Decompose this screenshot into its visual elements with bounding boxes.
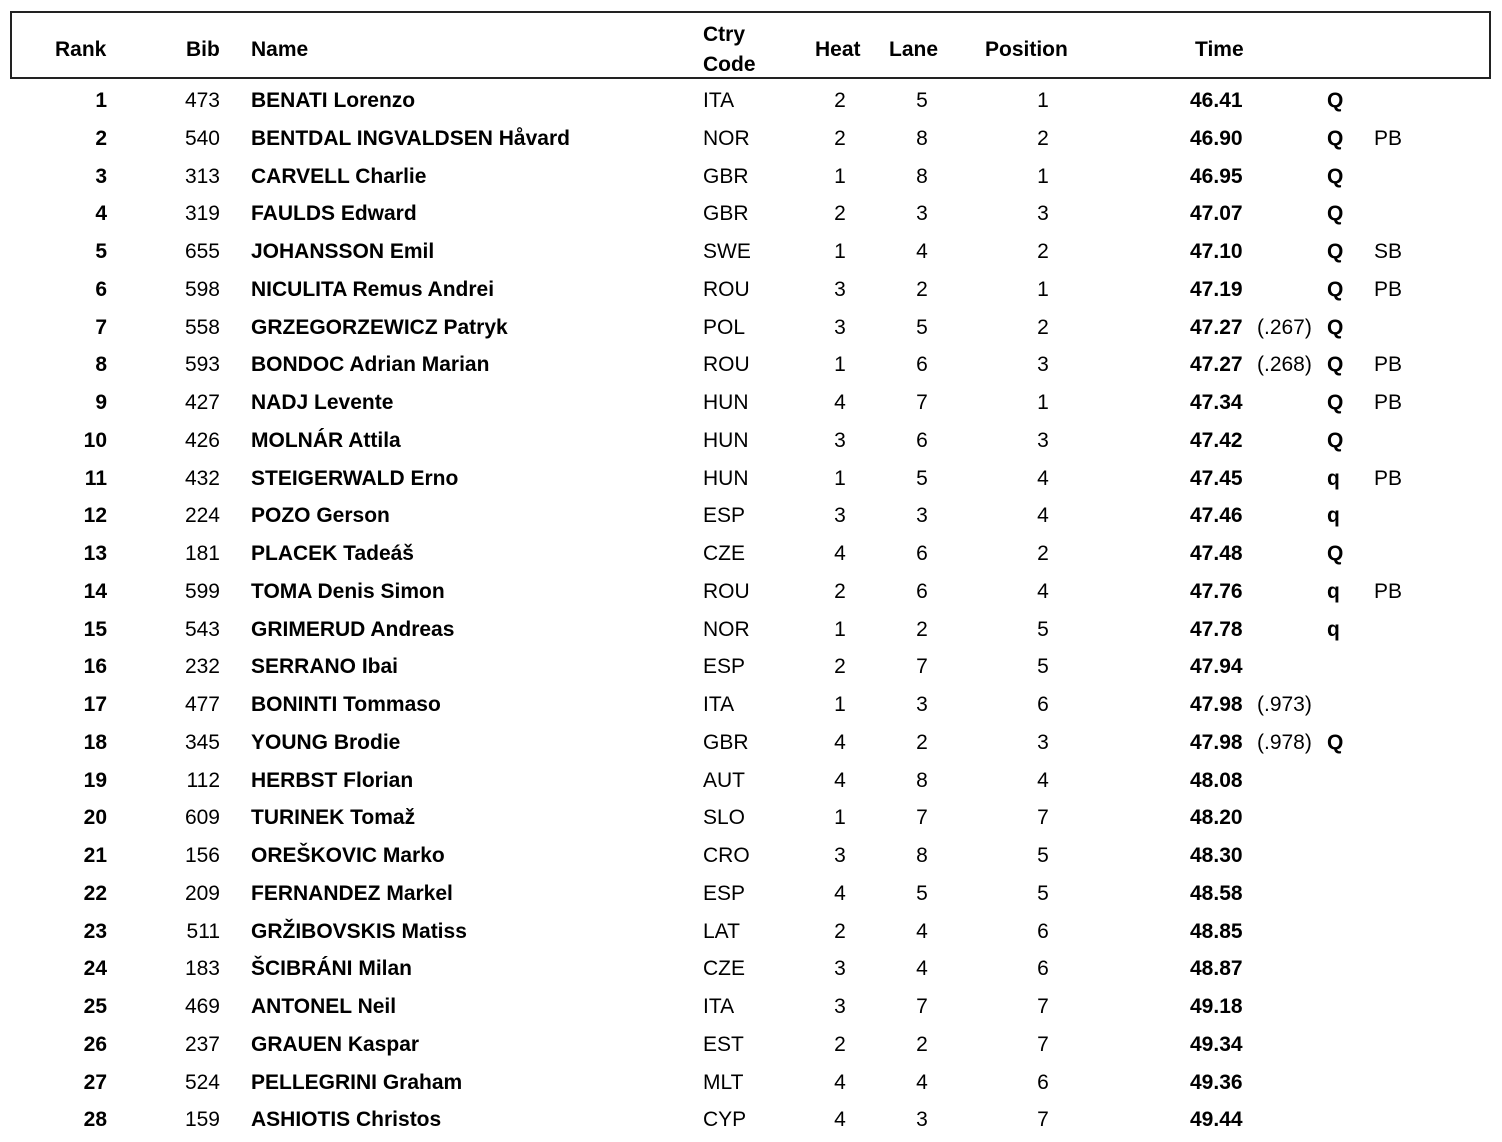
table-row — [0, 1101, 1502, 1139]
position-cell: 2 — [1037, 240, 1049, 263]
heat-cell: 2 — [834, 579, 846, 603]
athlete-name-cell: ŠCIBRÁNI Milan — [251, 957, 413, 981]
table-row — [0, 497, 1502, 535]
athlete-name-cell: BONINTI Tommaso — [251, 693, 441, 716]
time-cell: 47.94 — [1190, 655, 1243, 679]
time-cell: 47.46 — [1190, 504, 1243, 528]
rank-cell: 22 — [83, 881, 107, 905]
country-code-cell: MLT — [703, 1070, 744, 1094]
lane-cell: 7 — [916, 995, 928, 1018]
heat-cell: 3 — [834, 995, 846, 1018]
country-code-cell: SLO — [703, 806, 746, 830]
bib-cell: 232 — [184, 655, 220, 679]
country-code-cell: ITA — [703, 89, 735, 112]
heat-cell: 3 — [834, 315, 846, 339]
table-row — [0, 611, 1502, 649]
rank-cell: 24 — [83, 957, 107, 981]
qualification-cell: q — [1327, 579, 1340, 603]
table-row — [0, 233, 1502, 271]
rank-cell: 4 — [95, 202, 107, 226]
time-cell: 47.27 — [1190, 353, 1243, 377]
lane-cell: 7 — [916, 655, 928, 679]
header-name: Name — [251, 38, 309, 61]
athlete-name-cell: NADJ Levente — [251, 391, 394, 414]
position-cell: 2 — [1037, 542, 1049, 565]
heat-cell: 4 — [834, 730, 846, 754]
time-cell: 48.85 — [1190, 919, 1243, 943]
position-cell: 7 — [1037, 806, 1049, 830]
rank-cell: 3 — [95, 164, 107, 188]
time-cell: 49.36 — [1190, 1070, 1243, 1094]
qualification-cell: Q — [1327, 89, 1344, 112]
header-position: Position — [985, 38, 1068, 61]
qualification-cell: Q — [1327, 164, 1344, 188]
position-cell: 5 — [1037, 881, 1049, 905]
country-code-cell: ROU — [703, 277, 750, 301]
heat-cell: 2 — [834, 1032, 846, 1056]
rank-cell: 25 — [83, 995, 107, 1018]
athlete-name-cell: FERNANDEZ Markel — [251, 881, 453, 905]
rank-cell: 16 — [83, 655, 107, 679]
bib-cell: 159 — [184, 1108, 220, 1132]
country-code-cell: ITA — [703, 693, 735, 716]
lane-cell: 8 — [916, 126, 928, 150]
qualification-cell: Q — [1327, 391, 1344, 414]
lane-cell: 5 — [916, 881, 928, 905]
lane-cell: 2 — [916, 617, 928, 641]
lane-cell: 4 — [916, 240, 928, 263]
table-row — [0, 988, 1502, 1026]
position-cell: 3 — [1037, 730, 1049, 754]
qualification-cell: Q — [1327, 730, 1344, 754]
record-cell: PB — [1374, 277, 1403, 301]
qualification-cell: Q — [1327, 353, 1344, 377]
athlete-name-cell: GRZEGORZEWICZ Patryk — [251, 315, 508, 339]
heat-cell: 2 — [834, 202, 846, 226]
rank-cell: 13 — [83, 542, 107, 565]
heat-cell: 3 — [834, 957, 846, 981]
heat-cell: 4 — [834, 391, 846, 414]
athlete-name-cell: FAULDS Edward — [251, 202, 417, 226]
table-row — [0, 309, 1502, 347]
rank-cell: 5 — [95, 240, 107, 263]
heat-cell: 2 — [834, 655, 846, 679]
rank-cell: 7 — [95, 315, 107, 339]
position-cell: 7 — [1037, 1108, 1049, 1132]
record-cell: PB — [1374, 126, 1403, 150]
rank-cell: 18 — [83, 730, 107, 754]
lane-cell: 3 — [916, 504, 928, 528]
table-row — [0, 724, 1502, 762]
time-cell: 47.10 — [1190, 240, 1243, 263]
header-bib: Bib — [186, 38, 220, 61]
heat-cell: 4 — [834, 1108, 846, 1132]
position-cell: 3 — [1037, 202, 1049, 226]
athlete-name-cell: PELLEGRINI Graham — [251, 1070, 463, 1094]
header-ctry-line1: Ctry — [703, 23, 746, 46]
position-cell: 5 — [1037, 655, 1049, 679]
athlete-name-cell: MOLNÁR Attila — [251, 428, 401, 452]
country-code-cell: CZE — [703, 957, 745, 981]
bib-cell: 477 — [184, 693, 220, 716]
lane-cell: 7 — [916, 806, 928, 830]
rank-cell: 10 — [83, 428, 107, 452]
heat-cell: 4 — [834, 1070, 846, 1094]
position-cell: 6 — [1037, 693, 1049, 716]
heat-cell: 1 — [834, 240, 846, 263]
bib-cell: 313 — [184, 164, 220, 188]
bib-cell: 427 — [184, 391, 220, 414]
qualification-cell: Q — [1327, 428, 1344, 452]
heat-cell: 1 — [834, 353, 846, 377]
table-row — [0, 648, 1502, 686]
position-cell: 1 — [1037, 164, 1049, 188]
qualification-cell: Q — [1327, 277, 1344, 301]
qualification-cell: Q — [1327, 542, 1344, 565]
athlete-name-cell: CARVELL Charlie — [251, 164, 427, 188]
lane-cell: 3 — [916, 202, 928, 226]
athlete-name-cell: YOUNG Brodie — [251, 730, 401, 754]
country-code-cell: LAT — [703, 919, 740, 943]
country-code-cell: ESP — [703, 655, 746, 679]
heat-cell: 2 — [834, 919, 846, 943]
lane-cell: 2 — [916, 730, 928, 754]
position-cell: 4 — [1037, 579, 1049, 603]
qualification-cell: Q — [1327, 126, 1344, 150]
country-code-cell: CRO — [703, 844, 750, 867]
bib-cell: 524 — [184, 1070, 220, 1094]
record-cell: PB — [1374, 466, 1403, 490]
bib-cell: 181 — [184, 542, 220, 565]
lane-cell: 5 — [916, 89, 928, 112]
time-cell: 47.76 — [1190, 579, 1243, 603]
country-code-cell: HUN — [703, 391, 749, 414]
record-cell: SB — [1374, 240, 1403, 263]
table-row — [0, 535, 1502, 573]
heat-cell: 4 — [834, 542, 846, 565]
heat-cell: 3 — [834, 277, 846, 301]
rank-cell: 8 — [95, 353, 107, 377]
qualification-cell: q — [1327, 504, 1340, 528]
time-cell: 48.58 — [1190, 881, 1243, 905]
time-cell: 48.87 — [1190, 957, 1243, 981]
results-table-body — [0, 82, 1502, 1139]
time-cell: 47.42 — [1190, 428, 1243, 452]
country-code-cell: AUT — [703, 768, 745, 792]
table-row — [0, 762, 1502, 800]
lane-cell: 4 — [916, 919, 928, 943]
lane-cell: 6 — [916, 542, 928, 565]
tiebreak-cell: (.268) — [1257, 353, 1312, 377]
time-cell: 49.34 — [1190, 1032, 1243, 1056]
bib-cell: 609 — [184, 806, 220, 830]
country-code-cell: NOR — [703, 617, 750, 641]
qualification-cell: q — [1327, 617, 1340, 641]
rank-cell: 14 — [83, 579, 107, 603]
table-row — [0, 875, 1502, 913]
heat-cell: 3 — [834, 504, 846, 528]
athlete-name-cell: ASHIOTIS Christos — [251, 1108, 442, 1132]
lane-cell: 8 — [916, 768, 928, 792]
athlete-name-cell: BONDOC Adrian Marian — [251, 353, 490, 377]
bib-cell: 112 — [186, 768, 220, 792]
bib-cell: 511 — [186, 919, 220, 943]
position-cell: 1 — [1037, 277, 1049, 301]
table-row — [0, 1026, 1502, 1064]
time-cell: 48.20 — [1190, 806, 1243, 830]
header-lane: Lane — [889, 38, 939, 61]
athlete-name-cell: JOHANSSON Emil — [251, 240, 435, 263]
country-code-cell: ITA — [703, 995, 735, 1018]
athlete-name-cell: ANTONEL Neil — [251, 995, 397, 1018]
position-cell: 6 — [1037, 957, 1049, 981]
bib-cell: 237 — [184, 1032, 220, 1056]
table-row — [0, 422, 1502, 460]
position-cell: 7 — [1037, 1032, 1049, 1056]
heat-cell: 1 — [834, 164, 846, 188]
rank-cell: 9 — [95, 391, 107, 414]
country-code-cell: HUN — [703, 428, 749, 452]
position-cell: 5 — [1037, 844, 1049, 867]
position-cell: 2 — [1037, 126, 1049, 150]
heat-cell: 4 — [834, 881, 846, 905]
lane-cell: 6 — [916, 579, 928, 603]
athlete-name-cell: STEIGERWALD Erno — [251, 466, 459, 490]
table-row — [0, 82, 1502, 120]
athlete-name-cell: HERBST Florian — [251, 768, 414, 792]
time-cell: 47.48 — [1190, 542, 1243, 565]
bib-cell: 345 — [184, 730, 220, 754]
tiebreak-cell: (.973) — [1257, 693, 1312, 716]
bib-cell: 593 — [184, 353, 220, 377]
lane-cell: 6 — [916, 353, 928, 377]
table-row — [0, 1064, 1502, 1102]
athlete-name-cell: OREŠKOVIC Marko — [251, 844, 445, 867]
record-cell: PB — [1374, 391, 1403, 414]
time-cell: 47.19 — [1190, 277, 1243, 301]
heat-cell: 1 — [834, 617, 846, 641]
country-code-cell: ROU — [703, 353, 750, 377]
country-code-cell: GBR — [703, 730, 749, 754]
heat-cell: 1 — [834, 693, 846, 716]
time-cell: 46.41 — [1190, 89, 1243, 112]
athlete-name-cell: TOMA Denis Simon — [251, 579, 445, 603]
qualification-cell: Q — [1327, 315, 1344, 339]
bib-cell: 543 — [184, 617, 220, 641]
bib-cell: 224 — [184, 504, 220, 528]
position-cell: 1 — [1037, 391, 1049, 414]
bib-cell: 599 — [184, 579, 220, 603]
bib-cell: 183 — [184, 957, 220, 981]
table-row — [0, 271, 1502, 309]
lane-cell: 7 — [916, 391, 928, 414]
position-cell: 5 — [1037, 617, 1049, 641]
bib-cell: 473 — [184, 89, 220, 112]
table-row — [0, 195, 1502, 233]
lane-cell: 4 — [916, 1070, 928, 1094]
table-row — [0, 573, 1502, 611]
position-cell: 4 — [1037, 504, 1049, 528]
lane-cell: 8 — [916, 844, 928, 867]
bib-cell: 156 — [184, 844, 220, 867]
tiebreak-cell: (.267) — [1257, 315, 1312, 339]
athlete-name-cell: BENTDAL INGVALDSEN Håvard — [251, 126, 570, 150]
table-row — [0, 913, 1502, 951]
bib-cell: 540 — [184, 126, 220, 150]
athlete-name-cell: GRIMERUD Andreas — [251, 617, 455, 641]
rank-cell: 12 — [83, 504, 107, 528]
country-code-cell: ESP — [703, 504, 746, 528]
country-code-cell: EST — [703, 1032, 744, 1056]
heat-cell: 1 — [834, 806, 846, 830]
heat-cell: 2 — [834, 89, 846, 112]
position-cell: 1 — [1037, 89, 1049, 112]
rank-cell: 11 — [84, 466, 107, 490]
table-row — [0, 384, 1502, 422]
position-cell: 3 — [1037, 353, 1049, 377]
header-time: Time — [1195, 38, 1244, 61]
rank-cell: 17 — [83, 693, 107, 716]
header-ctry-line2: Code — [703, 53, 756, 76]
lane-cell: 3 — [916, 693, 928, 716]
heat-cell: 1 — [834, 466, 846, 490]
table-row — [0, 837, 1502, 875]
table-row — [0, 346, 1502, 384]
position-cell: 4 — [1037, 466, 1049, 490]
rank-cell: 6 — [95, 277, 107, 301]
athlete-name-cell: SERRANO Ibai — [251, 655, 399, 679]
tiebreak-cell: (.978) — [1257, 730, 1312, 754]
lane-cell: 2 — [916, 1032, 928, 1056]
time-cell: 48.30 — [1190, 844, 1243, 867]
lane-cell: 3 — [916, 1108, 928, 1132]
qualification-cell: Q — [1327, 202, 1344, 226]
bib-cell: 469 — [184, 995, 220, 1018]
time-cell: 46.90 — [1190, 126, 1243, 150]
country-code-cell: CZE — [703, 542, 745, 565]
table-row — [0, 799, 1502, 837]
heat-cell: 3 — [834, 428, 846, 452]
bib-cell: 209 — [184, 881, 220, 905]
country-code-cell: CYP — [703, 1108, 747, 1132]
lane-cell: 5 — [916, 466, 928, 490]
time-cell: 47.34 — [1190, 391, 1243, 414]
time-cell: 49.18 — [1190, 995, 1243, 1018]
header-rank: Rank — [55, 38, 107, 61]
position-cell: 6 — [1037, 1070, 1049, 1094]
table-row — [0, 158, 1502, 196]
rank-cell: 1 — [95, 89, 107, 112]
country-code-cell: NOR — [703, 126, 750, 150]
rank-cell: 21 — [83, 844, 107, 867]
time-cell: 49.44 — [1190, 1108, 1243, 1132]
position-cell: 2 — [1037, 315, 1049, 339]
rank-cell: 2 — [95, 126, 107, 150]
country-code-cell: GBR — [703, 202, 749, 226]
country-code-cell: HUN — [703, 466, 749, 490]
country-code-cell: GBR — [703, 164, 749, 188]
country-code-cell: ESP — [703, 881, 746, 905]
bib-cell: 655 — [184, 240, 220, 263]
position-cell: 7 — [1037, 995, 1049, 1018]
rank-cell: 15 — [83, 617, 107, 641]
country-code-cell: ROU — [703, 579, 750, 603]
position-cell: 4 — [1037, 768, 1049, 792]
time-cell: 46.95 — [1190, 164, 1243, 188]
rank-cell: 20 — [83, 806, 107, 830]
heat-cell: 3 — [834, 844, 846, 867]
country-code-cell: POL — [703, 315, 746, 339]
rank-cell: 28 — [83, 1108, 107, 1132]
bib-cell: 319 — [184, 202, 220, 226]
time-cell: 47.98 — [1190, 693, 1243, 716]
header-heat: Heat — [815, 38, 861, 61]
bib-cell: 598 — [184, 277, 220, 301]
position-cell: 3 — [1037, 428, 1049, 452]
bib-cell: 426 — [184, 428, 220, 452]
time-cell: 47.78 — [1190, 617, 1243, 641]
lane-cell: 4 — [916, 957, 928, 981]
time-cell: 47.07 — [1190, 202, 1243, 226]
athlete-name-cell: POZO Gerson — [251, 504, 390, 528]
time-cell: 47.98 — [1190, 730, 1243, 754]
athlete-name-cell: GRŽIBOVSKIS Matiss — [251, 919, 467, 943]
table-row — [0, 120, 1502, 158]
table-row — [0, 950, 1502, 988]
record-cell: PB — [1374, 579, 1403, 603]
position-cell: 6 — [1037, 919, 1049, 943]
heat-cell: 4 — [834, 768, 846, 792]
athlete-name-cell: GRAUEN Kaspar — [251, 1032, 420, 1056]
athlete-name-cell: TURINEK Tomaž — [251, 806, 416, 830]
heat-cell: 2 — [834, 126, 846, 150]
country-code-cell: SWE — [703, 240, 751, 263]
bib-cell: 432 — [184, 466, 220, 490]
rank-cell: 27 — [83, 1070, 107, 1094]
lane-cell: 5 — [916, 315, 928, 339]
table-row — [0, 686, 1502, 724]
bib-cell: 558 — [184, 315, 220, 339]
qualification-cell: Q — [1327, 240, 1344, 263]
athlete-name-cell: NICULITA Remus Andrei — [251, 277, 495, 301]
time-cell: 47.27 — [1190, 315, 1243, 339]
athlete-name-cell: PLACEK Tadeáš — [251, 542, 414, 565]
rank-cell: 23 — [83, 919, 107, 943]
lane-cell: 6 — [916, 428, 928, 452]
qualification-cell: q — [1327, 466, 1340, 490]
athlete-name-cell: BENATI Lorenzo — [251, 89, 416, 112]
rank-cell: 26 — [83, 1032, 107, 1056]
time-cell: 47.45 — [1190, 466, 1243, 490]
lane-cell: 2 — [916, 277, 928, 301]
lane-cell: 8 — [916, 164, 928, 188]
time-cell: 48.08 — [1190, 768, 1243, 792]
record-cell: PB — [1374, 353, 1403, 377]
rank-cell: 19 — [83, 768, 107, 792]
table-row — [0, 460, 1502, 498]
